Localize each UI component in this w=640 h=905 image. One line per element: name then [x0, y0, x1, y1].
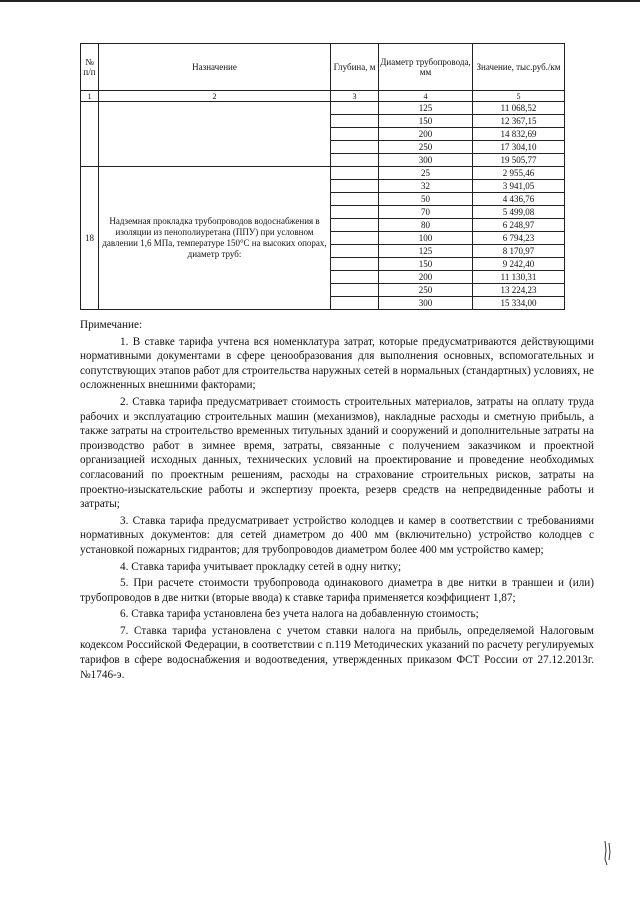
- note-item: 5. При расчете стоимости трубопровода одинакового диаметра в две нитки в траншеи и (или) трубопроводов в две нитки (вторые ввода) к ставке тарифа применяется коэффициент 1,87;: [80, 577, 594, 604]
- value-cell: 11 068,52: [473, 102, 565, 115]
- table-row: [81, 102, 565, 115]
- diameter-cell: 50: [379, 193, 473, 206]
- diameter-cell: 300: [379, 297, 473, 310]
- depth-cell: [331, 128, 379, 141]
- diameter-cell: 250: [379, 141, 473, 154]
- value-cell: 15 334,00: [473, 297, 565, 310]
- diameter-cell: 125: [379, 102, 473, 115]
- value-cell: 4 436,76: [473, 193, 565, 206]
- value-cell: 8 170,97: [473, 245, 565, 258]
- diameter-cell: 300: [379, 154, 473, 167]
- value-cell: 19 505,77: [473, 154, 565, 167]
- depth-cell: [331, 102, 379, 115]
- depth-cell: [331, 115, 379, 128]
- note-item: 4. Ставка тарифа учитывает прокладку сетей в одну нитку;: [120, 560, 402, 573]
- value-cell: 14 832,69: [473, 128, 565, 141]
- note-item: 1. В ставке тарифа учтена вся номенклатура затрат, которые предусматриваются действующими нормативными документами в сфере ценообразования для выполнения основных, вспомогательных и сопутствующих этапов работ для строительства наружных сетей в нормальных (стандартных) условиях, не осложненных внешними факторами;: [80, 335, 594, 392]
- column-number: 4: [379, 91, 473, 102]
- diameter-cell: 25: [379, 167, 473, 180]
- depth-cell: [331, 258, 379, 271]
- value-cell: 12 367,15: [473, 115, 565, 128]
- notes-section: [80, 318, 594, 684]
- diameter-cell: 150: [379, 115, 473, 128]
- column-number: 1: [81, 91, 99, 102]
- row-description-cell: Надземная прокладка трубопроводов водоснабжения в изоляции из пенополиуретана (ППУ) при условном давлении 1,6 МПа, температуре 150°С на высоких опорах, диаметр труб:: [99, 167, 331, 310]
- note-item: 3. Ставка тарифа предусматривает устройство колодцев и камер в соответствии с требованиями нормативных документов: для сетей диаметром до 400 мм (включительно) устройство колодцев с установкой пожарных гидрантов; для трубопроводов диаметром более 400 мм устройство камер;: [80, 514, 594, 556]
- header-purpose: Назначение: [99, 44, 331, 91]
- diameter-cell: 80: [379, 219, 473, 232]
- depth-cell: [331, 232, 379, 245]
- notes-title: Примечание:: [80, 319, 143, 331]
- value-cell: 11 130,31: [473, 271, 565, 284]
- depth-cell: [331, 219, 379, 232]
- column-number: 2: [99, 91, 331, 102]
- diameter-cell: 200: [379, 271, 473, 284]
- row-num-cell: 18: [81, 167, 99, 310]
- column-number: 5: [473, 91, 565, 102]
- diameter-cell: 200: [379, 128, 473, 141]
- column-number: 3: [331, 91, 379, 102]
- page-top-border: [0, 0, 640, 2]
- depth-cell: [331, 167, 379, 180]
- depth-cell: [331, 193, 379, 206]
- depth-cell: [331, 154, 379, 167]
- scan-margin-mark: [603, 840, 612, 866]
- value-cell: 17 304,10: [473, 141, 565, 154]
- header-value: Значение, тыс.руб./км: [473, 44, 565, 91]
- value-cell: 2 955,46: [473, 167, 565, 180]
- depth-cell: [331, 180, 379, 193]
- depth-cell: [331, 141, 379, 154]
- diameter-cell: 100: [379, 232, 473, 245]
- note-item: 2. Ставка тарифа предусматривает стоимость строительных материалов, затраты на оплату труда рабочих и эксплуатацию строительных машин (механизмов), накладные расходы и сметную прибыль, а также затраты на строительство временных титульных зданий и сооружений и дополнительные затраты на производство работ в зимнее время, затраты, связанные с получением заказчиком и проектной организацией исходных данных, технических условий на проектирование и проведение необходимых согласований по проектным решениям, расходы на страхование строительных рисков, затраты на проектно-изыскательские работы и экспертизу проекта, резерв средств на непредвиденные работы и затраты;: [80, 395, 594, 511]
- column-number-row: [81, 91, 565, 102]
- tariff-table: [80, 43, 565, 310]
- value-cell: 3 941,05: [473, 180, 565, 193]
- header-depth: Глубина, м: [331, 44, 379, 91]
- header-diameter: Диаметр трубопровода, мм: [379, 44, 473, 91]
- depth-cell: [331, 271, 379, 284]
- diameter-cell: 150: [379, 258, 473, 271]
- value-cell: 13 224,23: [473, 284, 565, 297]
- depth-cell: [331, 245, 379, 258]
- header-num: № п/п: [81, 44, 99, 91]
- diameter-cell: 250: [379, 284, 473, 297]
- depth-cell: [331, 206, 379, 219]
- diameter-cell: 32: [379, 180, 473, 193]
- table-row: [81, 167, 565, 180]
- diameter-cell: 125: [379, 245, 473, 258]
- diameter-cell: 70: [379, 206, 473, 219]
- table-header-row: [81, 44, 565, 91]
- depth-cell: [331, 284, 379, 297]
- row-num-cell: [81, 102, 99, 167]
- row-description-cell: [99, 102, 331, 167]
- value-cell: 6 248,97: [473, 219, 565, 232]
- note-item: 7. Ставка тарифа установлена с учетом ставки налога на прибыль, определяемой Налоговым кодексом Российской Федерации, в соответствии с п.119 Методических указаний по расчету регулируемых тарифов в сфере водоснабжения и водоотведения, утвержденных приказом ФСТ России от 27.12.2013г. №1746-э.: [80, 624, 594, 681]
- value-cell: 5 499,08: [473, 206, 565, 219]
- value-cell: 6 794,23: [473, 232, 565, 245]
- depth-cell: [331, 297, 379, 310]
- note-item: 6. Ставка тарифа установлена без учета налога на добавленную стоимость;: [120, 608, 479, 621]
- value-cell: 9 242,40: [473, 258, 565, 271]
